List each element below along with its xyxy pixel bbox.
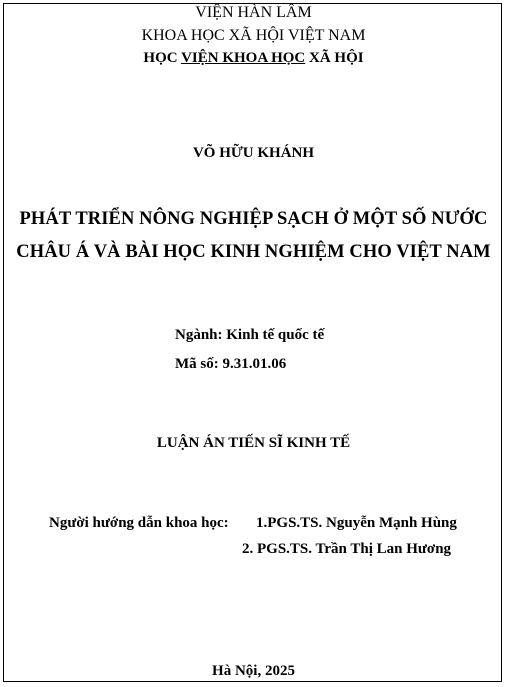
institution-line-3-prefix: HỌC bbox=[143, 50, 182, 66]
major-code: Mã số: 9.31.01.06 bbox=[175, 356, 287, 372]
institution-line-1: VIỆN HÀN LÂM bbox=[195, 4, 312, 21]
thesis-title-line-2: CHÂU Á VÀ BÀI HỌC KINH NGHIỆM CHO VIỆT NAM bbox=[16, 242, 491, 262]
institution-line-2: KHOA HỌC XÃ HỘI VIỆT NAM bbox=[141, 27, 366, 44]
advisor-first: 1.PGS.TS. Nguyễn Mạnh Hùng bbox=[256, 515, 457, 531]
institution-line-3-underlined: VIỆN KHOA HỌC bbox=[181, 50, 306, 66]
place-date: Hà Nội, 2025 bbox=[212, 663, 295, 679]
advisor-second: 2. PGS.TS. Trần Thị Lan Hương bbox=[242, 541, 452, 557]
institution-line-3 bbox=[0, 50, 507, 67]
thesis-title-line-1: PHÁT TRIỂN NÔNG NGHIỆP SẠCH Ở MỘT SỐ NƯỚC bbox=[19, 209, 488, 229]
major-label: Ngành: Kinh tế quốc tế bbox=[175, 327, 325, 343]
author-name: VÕ HỮU KHÁNH bbox=[192, 145, 315, 161]
thesis-type: LUẬN ÁN TIẾN SĨ KINH TẾ bbox=[156, 435, 351, 451]
advisor-label: Người hướng dẫn khoa học: bbox=[49, 515, 229, 531]
institution-line-3-suffix: XÃ HỘI bbox=[305, 50, 364, 66]
